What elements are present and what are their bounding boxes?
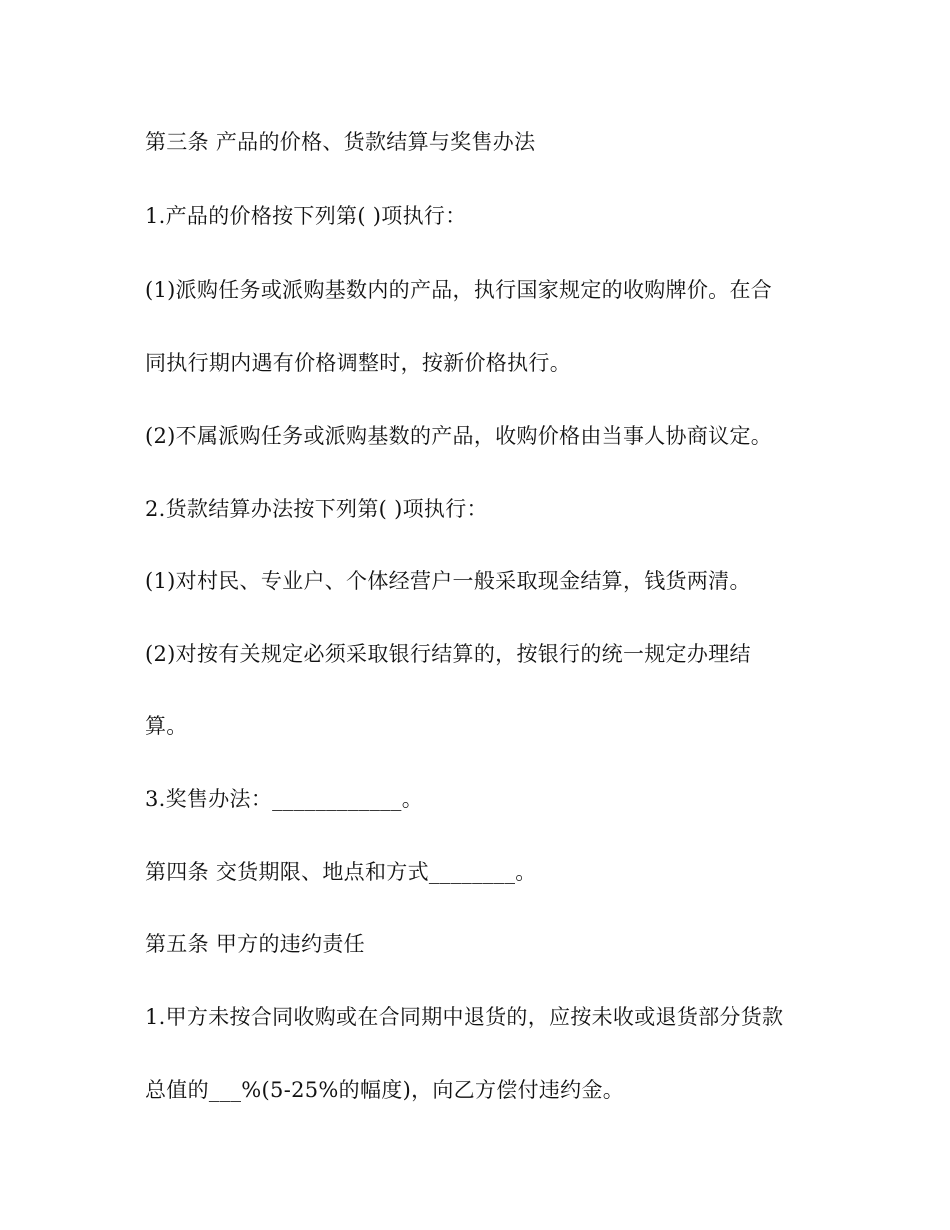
article-5-clause-1-line-2: 总值的___%(5-25%的幅度)，向乙方偿付违约金。 [145,1078,625,1102]
article-5-clause-1-line-1: 1.甲方未按合同收购或在合同期中退货的，应按未收或退货部分货款 [145,1005,784,1029]
article-5-heading: 第五条 甲方的违约责任 [145,932,365,956]
clause-2-option-2-line-2: 算。 [145,714,188,738]
article-3-heading: 第三条 产品的价格、货款结算与奖售办法 [145,130,536,154]
clause-1-option-1-line-1: (1)派购任务或派购基数内的产品，执行国家规定的收购牌价。在合 [145,278,773,302]
clause-1-option-2: (2)不属派购任务或派购基数的产品，收购价格由当事人协商议定。 [145,424,773,448]
clause-2-payment-rule: 2.货款结算办法按下列第( )项执行： [145,497,488,521]
clause-3-reward-method: 3.奖售办法：____________。 [145,787,424,811]
article-4-heading: 第四条 交货期限、地点和方式________。 [145,860,537,884]
clause-1-price-rule: 1.产品的价格按下列第( )项执行： [145,204,467,228]
clause-2-option-1: (1)对村民、专业户、个体经营户一般采取现金结算，钱货两清。 [145,569,751,593]
clause-2-option-2-line-1: (2)对按有关规定必须采取银行结算的，按银行的统一规定办理结 [145,642,751,666]
clause-1-option-1-line-2: 同执行期内遇有价格调整时，按新价格执行。 [145,351,571,375]
